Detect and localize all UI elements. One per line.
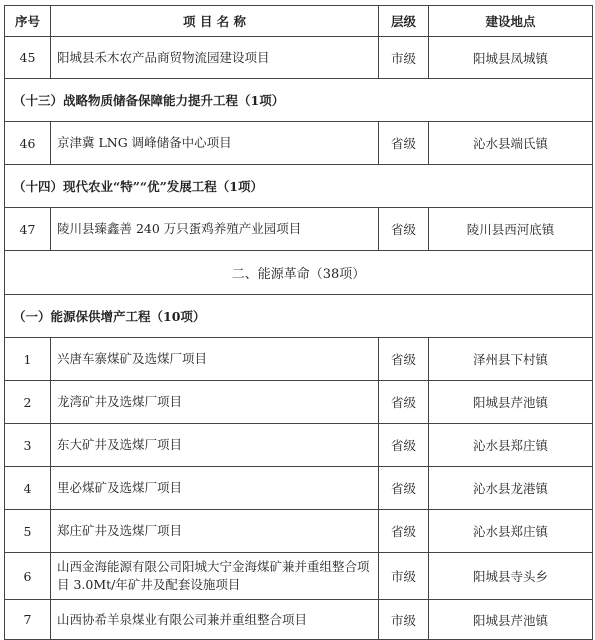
row-number: 47 [5,208,51,251]
row-number: 3 [5,424,51,467]
major-section-row [5,251,593,295]
row-number: 7 [5,600,51,640]
section-title: （十三）战略物质储备保障能力提升工程（1项） [5,79,593,122]
row-project-name: 兴唐车寨煤矿及选煤厂项目 [51,338,379,381]
section-title: （十四）现代农业“特”“优”发展工程（1项） [5,165,593,208]
major-section-title: 二、能源革命（38项） [5,251,593,295]
row-number: 2 [5,381,51,424]
row-location: 沁水县郑庄镇 [429,510,593,553]
row-level: 市级 [379,553,429,600]
row-number: 4 [5,467,51,510]
row-location: 沁水县郑庄镇 [429,424,593,467]
header-no: 序号 [5,6,51,37]
table-row [5,381,593,424]
section-title: （一）能源保供增产工程（10项） [5,295,593,338]
row-level: 市级 [379,600,429,640]
row-level: 省级 [379,424,429,467]
row-level: 省级 [379,208,429,251]
header-location: 建设地点 [429,6,593,37]
section-row [5,79,593,122]
table-row [5,510,593,553]
row-project-name: 郑庄矿井及选煤厂项目 [51,510,379,553]
row-location: 泽州县下村镇 [429,338,593,381]
project-table [4,5,593,640]
row-project-name: 龙湾矿井及选煤厂项目 [51,381,379,424]
table-row [5,600,593,640]
row-location: 沁水县龙港镇 [429,467,593,510]
row-level: 省级 [379,338,429,381]
row-project-name: 山西协希羊泉煤业有限公司兼并重组整合项目 [51,600,379,640]
table-row [5,467,593,510]
row-level: 省级 [379,122,429,165]
row-number: 1 [5,338,51,381]
table-row [5,338,593,381]
row-project-name: 阳城县禾木农产品商贸物流园建设项目 [51,37,379,79]
row-location: 陵川县西河底镇 [429,208,593,251]
row-level: 省级 [379,381,429,424]
table-body [5,37,593,640]
section-row [5,295,593,338]
table-header-row [5,6,593,37]
row-project-name: 东大矿井及选煤厂项目 [51,424,379,467]
table-row [5,37,593,79]
row-number: 45 [5,37,51,79]
row-location: 阳城县凤城镇 [429,37,593,79]
row-project-name: 山西金海能源有限公司阳城大宁金海煤矿兼并重组整合项目 3.0Mt/年矿井及配套设施项目 [51,553,379,600]
header-level: 层级 [379,6,429,37]
row-number: 46 [5,122,51,165]
row-number: 5 [5,510,51,553]
table-row [5,553,593,600]
row-location: 阳城县芹池镇 [429,600,593,640]
table-row [5,424,593,467]
row-project-name: 陵川县臻鑫善 240 万只蛋鸡养殖产业园项目 [51,208,379,251]
row-level: 省级 [379,467,429,510]
row-project-name: 京津冀 LNG 调峰储备中心项目 [51,122,379,165]
row-number: 6 [5,553,51,600]
row-level: 省级 [379,510,429,553]
row-location: 阳城县寺头乡 [429,553,593,600]
table-row [5,208,593,251]
row-project-name: 里必煤矿及选煤厂项目 [51,467,379,510]
row-location: 沁水县端氏镇 [429,122,593,165]
row-location: 阳城县芹池镇 [429,381,593,424]
row-level: 市级 [379,37,429,79]
table-row [5,122,593,165]
header-name: 项 目 名 称 [51,6,379,37]
section-row [5,165,593,208]
